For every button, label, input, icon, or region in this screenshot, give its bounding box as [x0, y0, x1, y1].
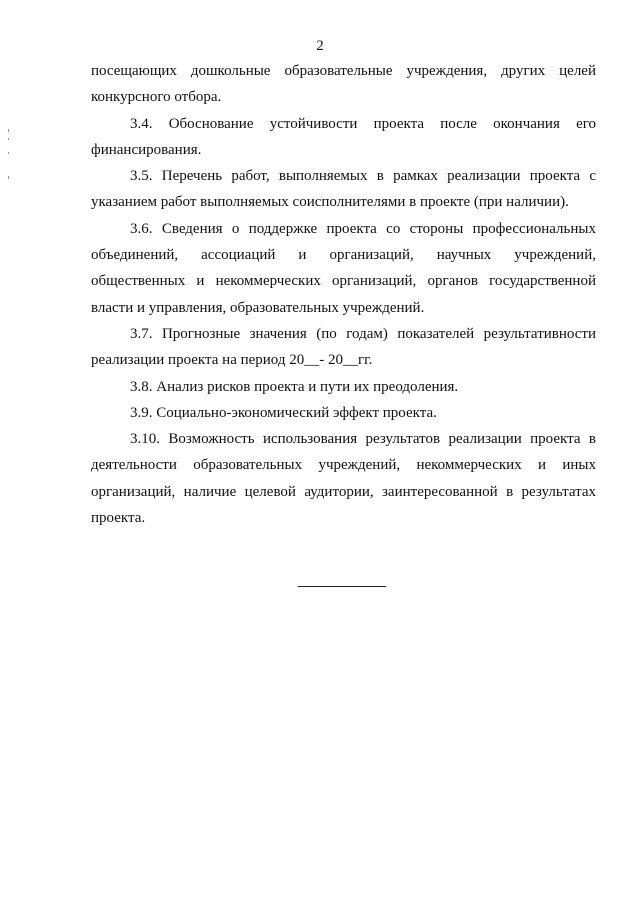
paragraph-3-9: 3.9. Социально-экономический эффект проекта. [130, 404, 437, 421]
margin-scan-mark [8, 176, 9, 179]
margin-scan-mark [8, 138, 9, 140]
paragraph-3-5: 3.5. Перечень работ, выполняемых в рамках реализации проекта с указанием работ выполняемых соисполнителями в проекте (при наличии). [91, 168, 596, 211]
document-body [91, 58, 596, 531]
paragraph-3-6: 3.6. Сведения о поддержке проекта со стороны профессиональных объединений, ассоциаций и организаций, научных учреждений, общественных и некоммерческих организаций, органов государственной власти и управления, образовательных учреждений. [91, 220, 596, 316]
paragraph-continuation: посещающих дошкольные образовательные учреждения, других целей конкурсного отбора. [91, 63, 596, 106]
end-of-document-rule [298, 586, 386, 587]
margin-scan-mark [8, 152, 9, 154]
page-number: 2 [316, 38, 324, 54]
paragraph-3-7: 3.7. Прогнозные значения (по годам) показателей результативности реализации проекта на период 20__- 20__гг. [91, 325, 596, 369]
paragraph-3-8: 3.8. Анализ рисков проекта и пути их преодоления. [130, 378, 459, 395]
paragraph-3-10: 3.10. Возможность использования результатов реализации проекта в деятельности образовательных учреждений, некоммерческих и иных организаций, наличие целевой аудитории, заинтересованной в результатах проекта. [91, 431, 596, 527]
paragraph-3-4: 3.4. Обоснование устойчивости проекта после окончания его финансирования. [91, 115, 596, 158]
margin-scan-mark [8, 129, 9, 132]
